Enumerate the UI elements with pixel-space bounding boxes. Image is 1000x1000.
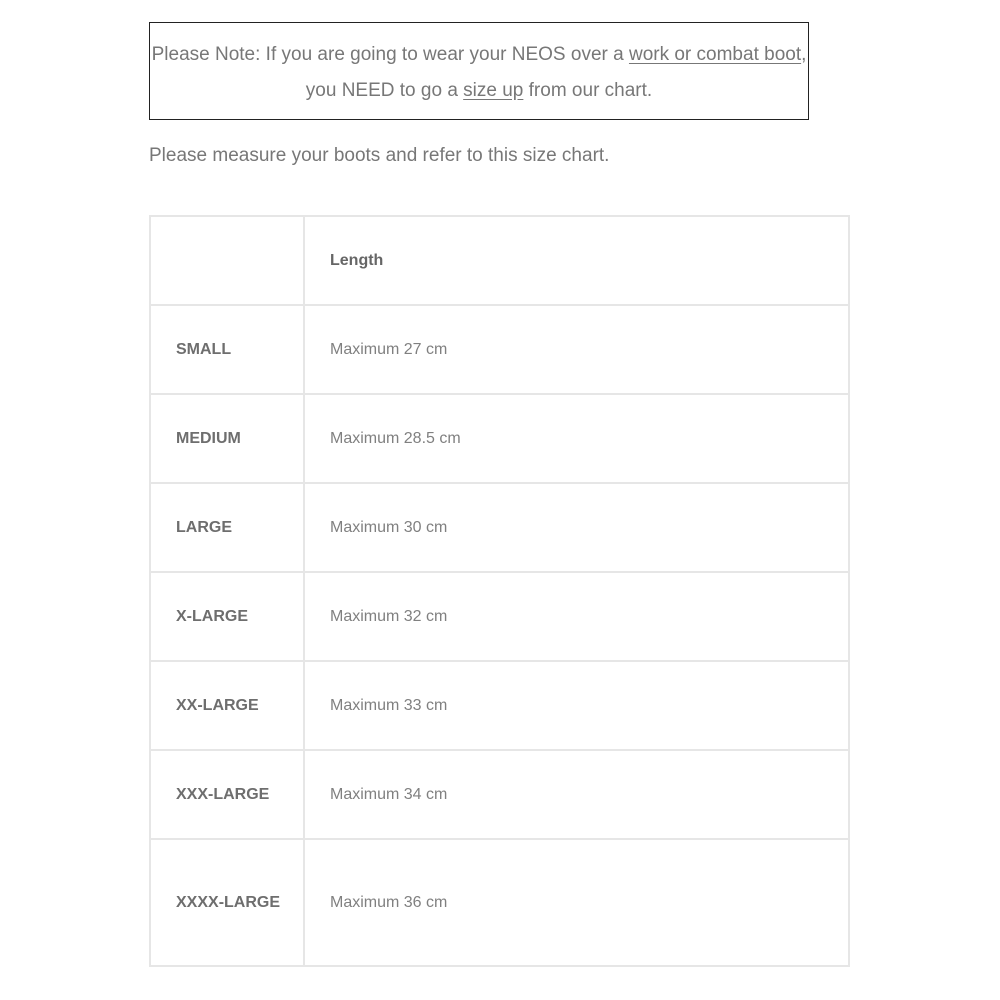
size-label-cell: XX-LARGE (150, 661, 304, 750)
table-header-row (150, 216, 849, 305)
table-row (150, 483, 849, 572)
size-note-box (149, 22, 809, 120)
size-up-link[interactable]: size up (463, 80, 524, 101)
header-blank-cell (150, 216, 304, 305)
length-value-cell: Maximum 34 cm (304, 750, 849, 839)
table-row (150, 661, 849, 750)
note-text-after: from our chart. (523, 80, 653, 101)
length-value-cell: Maximum 33 cm (304, 661, 849, 750)
table-row (150, 305, 849, 394)
note-text-middle: , you NEED to go a (305, 44, 807, 101)
size-label-cell: X-LARGE (150, 572, 304, 661)
length-value-cell: Maximum 30 cm (304, 483, 849, 572)
table-row (150, 750, 849, 839)
size-label-cell: SMALL (150, 305, 304, 394)
length-value-cell: Maximum 32 cm (304, 572, 849, 661)
work-or-combat-boot-link[interactable]: work or combat boot (628, 44, 802, 65)
length-value-cell: Maximum 28.5 cm (304, 394, 849, 483)
table-row (150, 839, 849, 966)
size-label-cell: XXXX-LARGE (150, 839, 304, 966)
length-value-cell: Maximum 36 cm (304, 839, 849, 966)
size-chart-table (149, 215, 850, 967)
header-length-cell: Length (304, 216, 849, 305)
intro-text: Please measure your boots and refer to this size chart. (149, 145, 610, 166)
table-row (150, 394, 849, 483)
size-label-cell: LARGE (150, 483, 304, 572)
size-label-cell: XXX-LARGE (150, 750, 304, 839)
size-label-cell: MEDIUM (150, 394, 304, 483)
table-row (150, 572, 849, 661)
note-text-before: Please Note: If you are going to wear your NEOS over a (151, 44, 629, 65)
length-value-cell: Maximum 27 cm (304, 305, 849, 394)
